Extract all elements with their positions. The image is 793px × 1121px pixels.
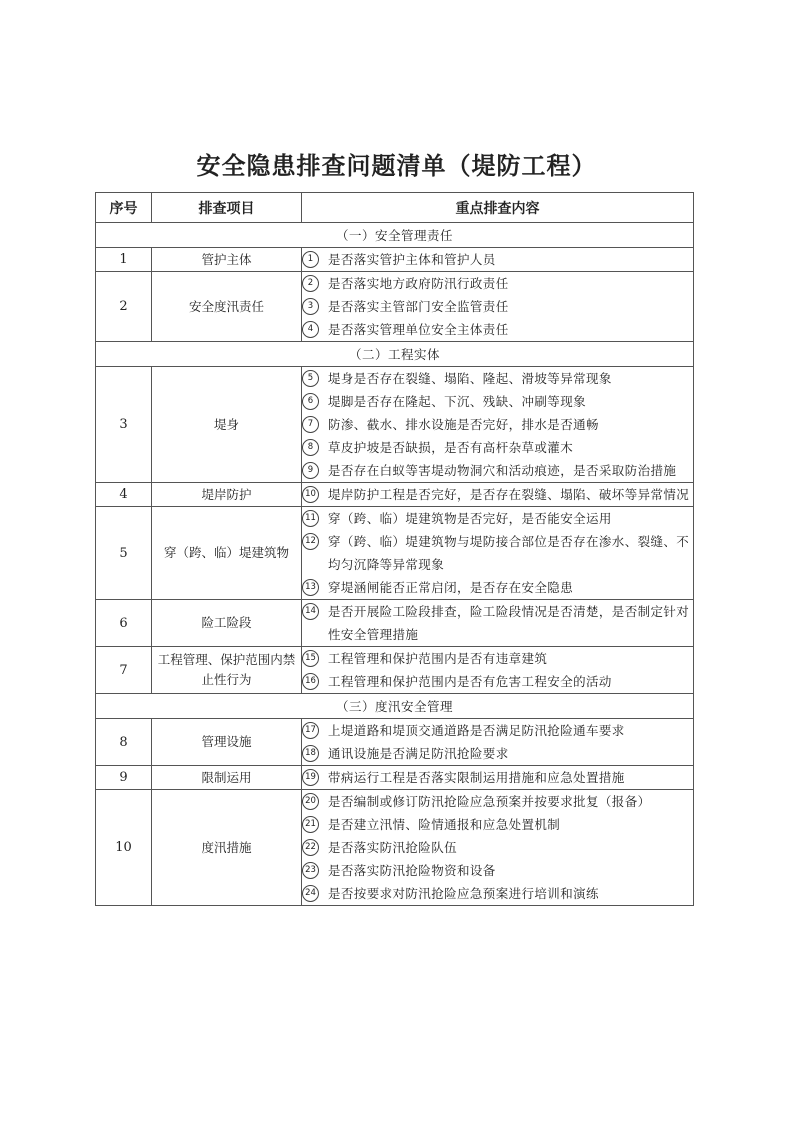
point-text: 堤身是否存在裂缝、塌陷、隆起、滑坡等异常现象 — [328, 371, 612, 386]
point-number-badge: 14 — [302, 603, 319, 620]
row-number: 7 — [96, 647, 152, 694]
point-text: 通讯设施是否满足防汛抢险要求 — [328, 746, 509, 761]
table-row — [96, 367, 694, 483]
check-point — [302, 813, 693, 836]
point-number-badge: 16 — [302, 673, 319, 690]
section-title: （一）安全管理责任 — [96, 223, 694, 248]
check-points — [302, 766, 694, 790]
point-number-badge: 1 — [302, 251, 319, 268]
point-text: 是否落实管护主体和管护人员 — [328, 252, 496, 267]
point-number-badge: 6 — [302, 393, 319, 410]
point-number-badge: 5 — [302, 370, 319, 387]
point-text: 工程管理和保护范围内是否有违章建筑 — [328, 651, 548, 666]
point-text: 是否落实防汛抢险物资和设备 — [328, 863, 496, 878]
check-item: 限制运用 — [152, 766, 302, 790]
check-points — [302, 272, 694, 342]
check-point — [302, 436, 693, 459]
point-number-badge: 22 — [302, 839, 319, 856]
check-point — [302, 459, 693, 482]
point-text: 堤岸防护工程是否完好，是否存在裂缝、塌陷、破坏等异常情况 — [328, 487, 690, 502]
check-item: 管理设施 — [152, 719, 302, 766]
check-points — [302, 600, 694, 647]
table-row — [96, 483, 694, 507]
table-row — [96, 766, 694, 790]
check-point — [302, 790, 693, 813]
point-text: 堤脚是否存在隆起、下沉、残缺、冲刷等现象 — [328, 394, 587, 409]
section-title: （二）工程实体 — [96, 342, 694, 367]
header-content: 重点排查内容 — [302, 193, 694, 223]
table-row — [96, 719, 694, 766]
table-row — [96, 248, 694, 272]
check-point — [302, 390, 693, 413]
point-number-badge: 12 — [302, 533, 319, 550]
check-point — [302, 483, 693, 506]
point-number-badge: 21 — [302, 816, 319, 833]
point-number-badge: 15 — [302, 650, 319, 667]
point-text: 是否开展险工险段排查，险工险段情况是否清楚，是否制定针对性安全管理措施 — [328, 604, 690, 642]
check-point — [302, 295, 693, 318]
point-text: 是否落实管理单位安全主体责任 — [328, 322, 509, 337]
row-number: 3 — [96, 367, 152, 483]
section-row — [96, 342, 694, 367]
point-number-badge: 18 — [302, 745, 319, 762]
check-point — [302, 318, 693, 341]
header-no: 序号 — [96, 193, 152, 223]
row-number: 9 — [96, 766, 152, 790]
check-item: 安全度汛责任 — [152, 272, 302, 342]
row-number: 6 — [96, 600, 152, 647]
point-number-badge: 8 — [302, 439, 319, 456]
point-text: 是否落实地方政府防汛行政责任 — [328, 276, 509, 291]
row-number: 8 — [96, 719, 152, 766]
check-point — [302, 413, 693, 436]
checklist-table — [95, 192, 694, 906]
check-point — [302, 882, 693, 905]
table-row — [96, 647, 694, 694]
check-point — [302, 272, 693, 295]
check-point — [302, 248, 693, 271]
point-number-badge: 13 — [302, 579, 319, 596]
check-points — [302, 483, 694, 507]
table-row — [96, 507, 694, 600]
point-number-badge: 7 — [302, 416, 319, 433]
point-text: 工程管理和保护范围内是否有危害工程安全的活动 — [328, 674, 612, 689]
document-title: 安全隐患排查问题清单（堤防工程） — [196, 151, 597, 180]
point-text: 防渗、截水、排水设施是否完好，排水是否通畅 — [328, 417, 599, 432]
check-point — [302, 719, 693, 742]
table-row — [96, 790, 694, 906]
check-point — [302, 507, 693, 530]
check-item: 度汛措施 — [152, 790, 302, 906]
point-text: 是否编制或修订防汛抢险应急预案并按要求批复（报备） — [328, 794, 651, 809]
point-number-badge: 4 — [302, 321, 319, 338]
point-number-badge: 11 — [302, 510, 319, 527]
check-points — [302, 248, 694, 272]
header-item: 排查项目 — [152, 193, 302, 223]
check-point — [302, 367, 693, 390]
point-number-badge: 20 — [302, 793, 319, 810]
check-point — [302, 647, 693, 670]
check-point — [302, 766, 693, 789]
point-number-badge: 17 — [302, 722, 319, 739]
check-point — [302, 600, 693, 646]
point-text: 带病运行工程是否落实限制运用措施和应急处置措施 — [328, 770, 625, 785]
point-text: 是否建立汛情、险情通报和应急处置机制 — [328, 817, 561, 832]
check-item: 管护主体 — [152, 248, 302, 272]
point-number-badge: 3 — [302, 298, 319, 315]
section-title: （三）度汛安全管理 — [96, 694, 694, 719]
point-text: 是否落实主管部门安全监管责任 — [328, 299, 509, 314]
point-number-badge: 10 — [302, 486, 319, 503]
point-number-badge: 23 — [302, 862, 319, 879]
check-point — [302, 859, 693, 882]
check-points — [302, 790, 694, 906]
point-text: 上堤道路和堤顶交通道路是否满足防汛抢险通车要求 — [328, 723, 625, 738]
check-item: 穿（跨、临）堤建筑物 — [152, 507, 302, 600]
table-row — [96, 600, 694, 647]
row-number: 1 — [96, 248, 152, 272]
check-point — [302, 530, 693, 576]
table-body — [96, 223, 694, 906]
point-text: 是否存在白蚁等害堤动物洞穴和活动痕迹，是否采取防治措施 — [328, 463, 677, 478]
check-points — [302, 647, 694, 694]
point-text: 穿（跨、临）堤建筑物是否完好，是否能安全运用 — [328, 511, 612, 526]
row-number: 2 — [96, 272, 152, 342]
check-point — [302, 742, 693, 765]
point-text: 是否落实防汛抢险队伍 — [328, 840, 458, 855]
check-point — [302, 836, 693, 859]
check-item: 堤岸防护 — [152, 483, 302, 507]
check-item: 工程管理、保护范围内禁止性行为 — [152, 647, 302, 694]
point-number-badge: 19 — [302, 769, 319, 786]
check-item: 险工险段 — [152, 600, 302, 647]
check-item: 堤身 — [152, 367, 302, 483]
row-number: 4 — [96, 483, 152, 507]
table-row — [96, 272, 694, 342]
section-row — [96, 223, 694, 248]
point-text: 是否按要求对防汛抢险应急预案进行培训和演练 — [328, 886, 599, 901]
point-text: 穿堤涵闸能否正常启闭，是否存在安全隐患 — [328, 580, 574, 595]
section-row — [96, 694, 694, 719]
check-point — [302, 670, 693, 693]
check-points — [302, 719, 694, 766]
point-number-badge: 24 — [302, 885, 319, 902]
table-header-row — [96, 193, 694, 223]
check-point — [302, 576, 693, 599]
row-number: 10 — [96, 790, 152, 906]
check-points — [302, 507, 694, 600]
point-number-badge: 9 — [302, 462, 319, 479]
check-points — [302, 367, 694, 483]
point-text: 草皮护坡是否缺损，是否有高杆杂草或灌木 — [328, 440, 574, 455]
row-number: 5 — [96, 507, 152, 600]
point-number-badge: 2 — [302, 275, 319, 292]
point-text: 穿（跨、临）堤建筑物与堤防接合部位是否存在渗水、裂缝、不均匀沉降等异常现象 — [328, 534, 690, 572]
